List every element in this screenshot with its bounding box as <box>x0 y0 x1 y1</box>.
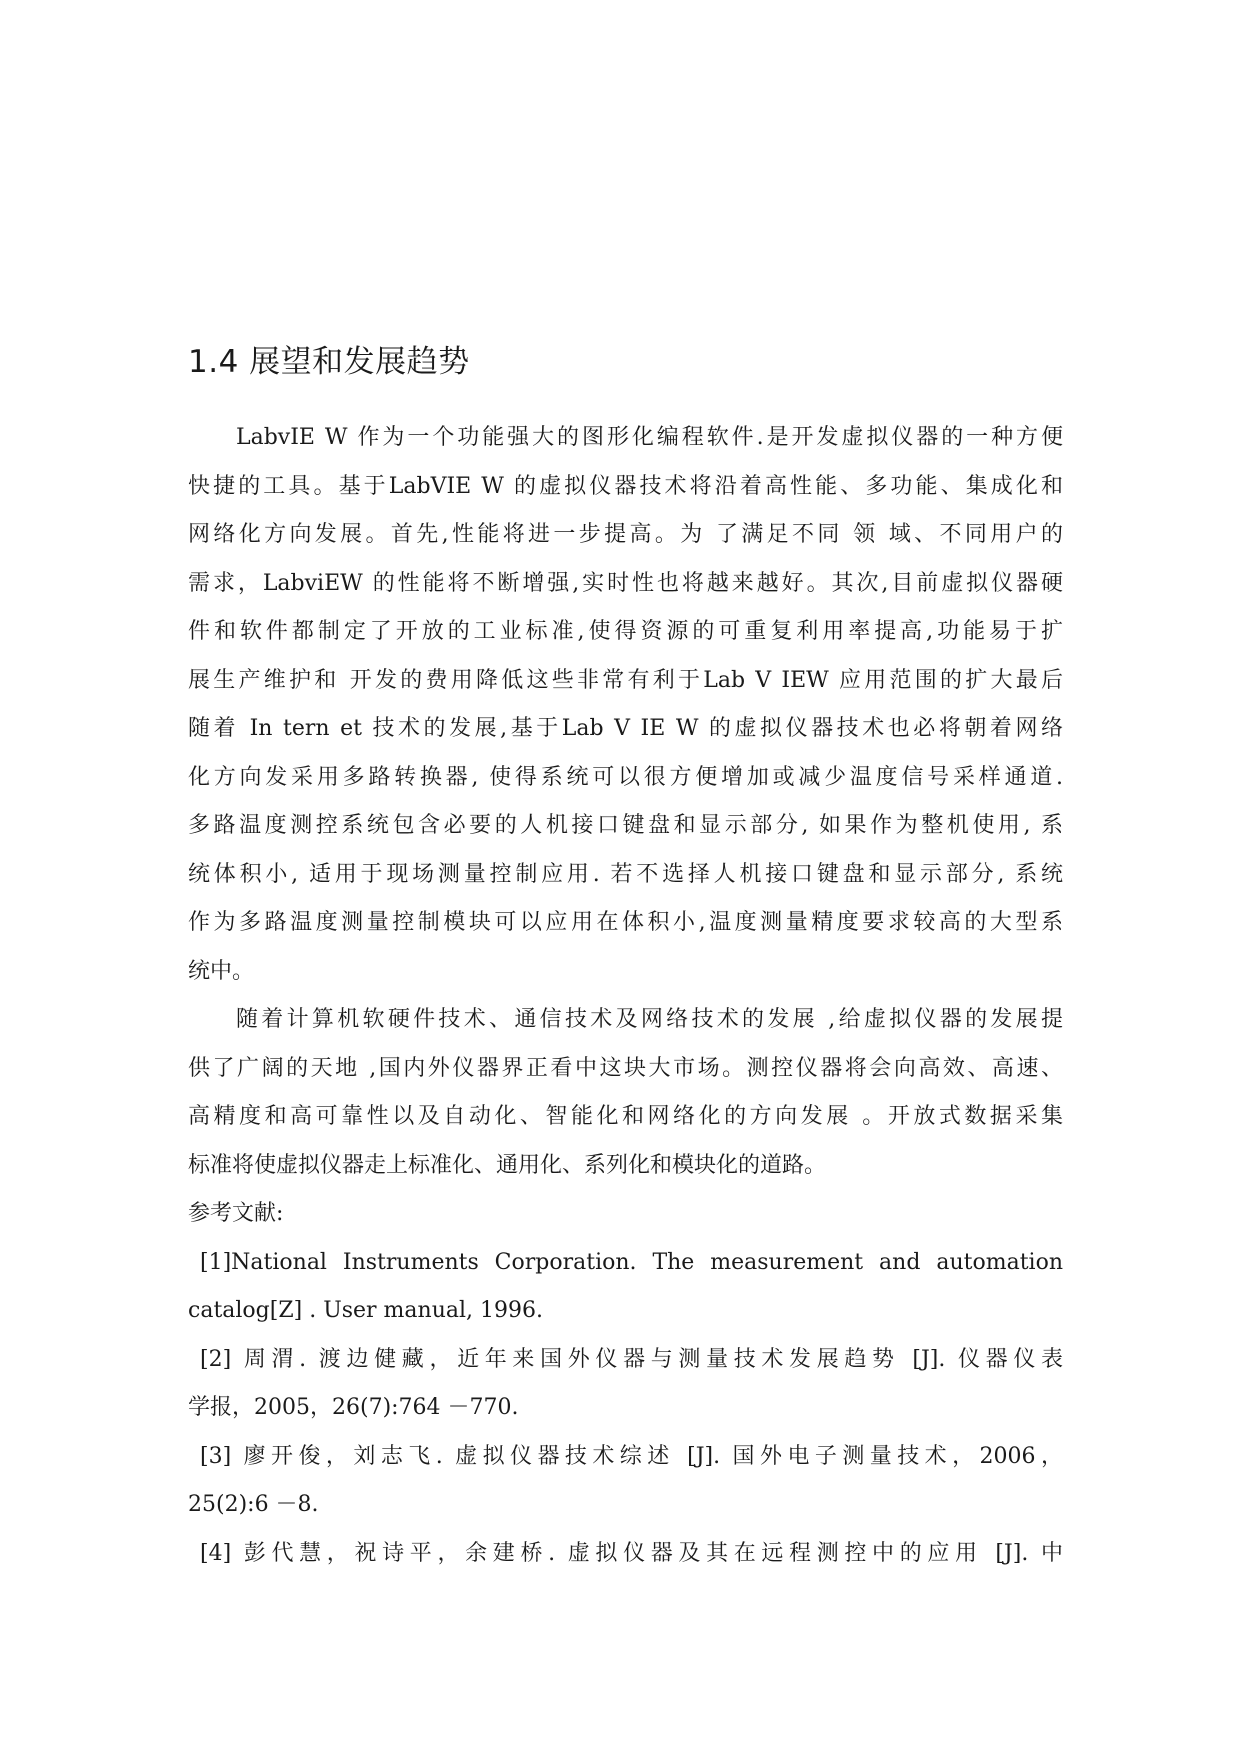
reference-item <box>188 1239 1063 1336</box>
text-line: 学报，2005，26(7):764 －770. <box>188 1395 519 1420</box>
text-line: 件和软件都制定了开放的工业标准,使得资源的可重复利用率提高,功能易于扩 <box>188 619 1063 644</box>
text-line: 需求，LabviEW 的性能将不断增强,实时性也将越来越好。其次,目前虚拟仪器硬 <box>188 570 1063 596</box>
text-line: 作为多路温度测量控制模块可以应用在体积小,温度测量精度要求较高的大型系 <box>188 910 1063 935</box>
references-section <box>188 1190 1063 1578</box>
text-line: 网络化方向发展。首先,性能将进一步提高。为 了满足不同 领 域、不同用户的 <box>188 522 1063 547</box>
reference-item <box>188 1530 1063 1579</box>
references-label: 参考文献: <box>188 1201 284 1226</box>
text-line: 随着 In tern et 技术的发展,基于Lab V IE W 的虚拟仪器技术也必将朝着网络 <box>188 716 1063 741</box>
paragraph-trends <box>188 996 1063 1190</box>
text-line: [4] 彭代慧，祝诗平，余建桥. 虚拟仪器及其在远程测控中的应用 [J]. 中 <box>200 1540 1063 1566</box>
text-line: 供了广阔的天地 ,国内外仪器界正看中这块大市场。测控仪器将会向高效、高速、 <box>188 1055 1063 1081</box>
text-line: 高精度和高可靠性以及自动化、智能化和网络化的方向发展 。开放式数据采集 <box>188 1104 1063 1129</box>
text-line: 标准将使虚拟仪器走上标准化、通用化、系列化和模块化的道路。 <box>188 1152 827 1178</box>
text-line: [2] 周渭. 渡边健藏，近年来国外仪器与测量技术发展趋势 [J]. 仪器仪表 <box>200 1346 1063 1372</box>
text-line: 25(2):6 －8. <box>188 1492 319 1517</box>
reference-item <box>188 1433 1063 1530</box>
text-line: 统中。 <box>188 958 255 984</box>
reference-item <box>188 1336 1063 1433</box>
text-line: 多路温度测控系统包含必要的人机接口键盘和显示部分, 如果作为整机使用, 系 <box>188 813 1063 838</box>
text-line: 随着计算机软硬件技术、通信技术及网络技术的发展 ,给虚拟仪器的发展提 <box>236 1007 1063 1032</box>
text-line: 快捷的工具。基于LabVIE W 的虚拟仪器技术将沿着高性能、多功能、集成化和 <box>188 473 1063 499</box>
text-line: [3] 廖开俊，刘志飞. 虚拟仪器技术综述 [J]. 国外电子测量技术，2006， <box>200 1443 1063 1469</box>
document-body <box>188 414 1063 1578</box>
text-line: catalog[Z] . User manual, 1996. <box>188 1298 543 1323</box>
text-line: 展生产维护和 开发的费用降低这些非常有利于Lab V IEW 应用范围的扩大最后 <box>188 667 1063 693</box>
paragraph-outlook <box>188 414 1063 996</box>
text-line: [1]National Instruments Corporation. The measurement and automation <box>200 1249 1063 1275</box>
text-line: LabvIE W 作为一个功能强大的图形化编程软件.是开发虚拟仪器的一种方便 <box>236 425 1063 450</box>
section-heading: 1.4 展望和发展趋势 <box>188 344 470 380</box>
text-line: 化方向发采用多路转换器, 使得系统可以很方便增加或减少温度信号采样通道. <box>188 764 1063 790</box>
text-line: 统体积小, 适用于现场测量控制应用. 若不选择人机接口键盘和显示部分, 系统 <box>188 861 1063 887</box>
